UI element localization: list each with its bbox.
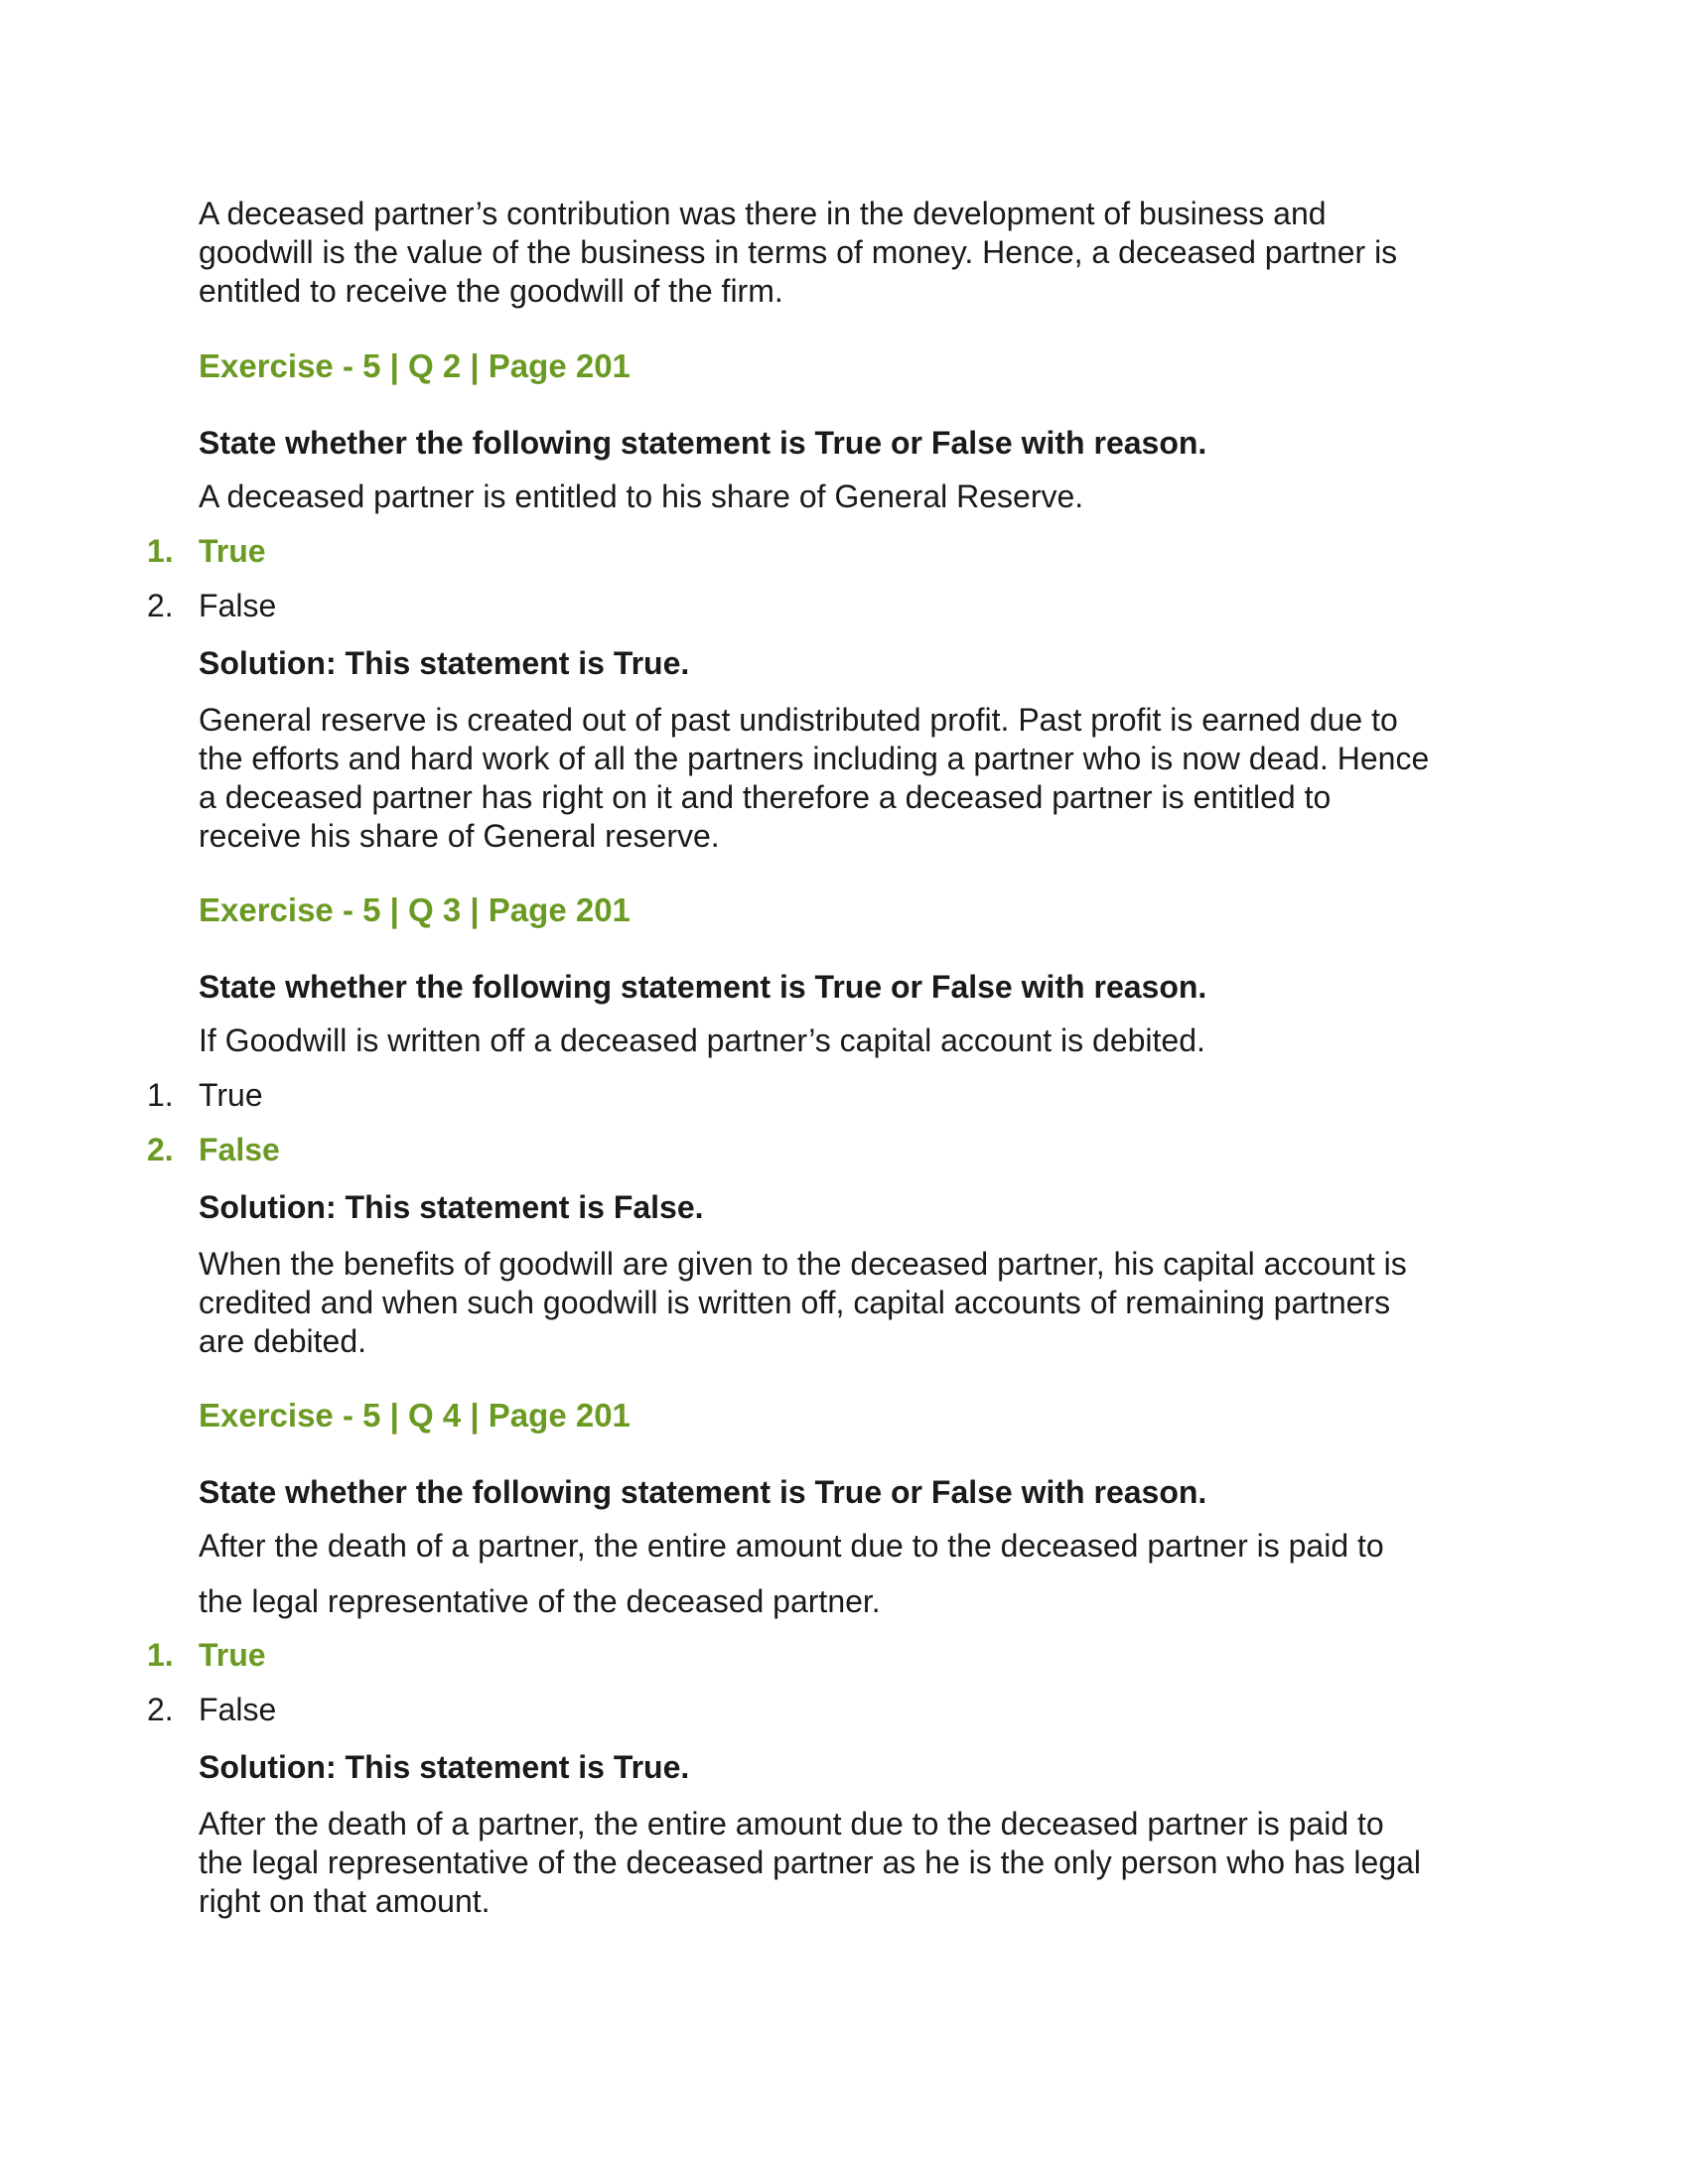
document-content <box>147 195 1489 1921</box>
solution-title: Solution: This statement is True. <box>199 1749 690 1785</box>
question-title: State whether the following statement is True or False with reason. <box>199 425 1207 461</box>
option-true <box>147 1075 1489 1115</box>
exercise-heading: Exercise - 5 | Q 4 | Page 201 <box>199 1397 631 1433</box>
options-list <box>147 531 1489 625</box>
solution-text: General reserve is created out of past undistributed profit. Past profit is earned due to the efforts and hard work of all the partners including a partner who is now dead. Hence a deceased partner has right on it and therefore a deceased partner is entitled to receive his share of General reserve. <box>199 702 1430 854</box>
option-false <box>147 1130 1489 1169</box>
exercise-heading: Exercise - 5 | Q 2 | Page 201 <box>199 347 631 384</box>
options-list <box>147 1635 1489 1729</box>
question-title: State whether the following statement is True or False with reason. <box>199 969 1207 1005</box>
solution-text: After the death of a partner, the entire amount due to the deceased partner is paid to the legal representative of the deceased partner as he is the only person who has legal right on that amount. <box>199 1806 1422 1919</box>
question-statement: A deceased partner is entitled to his share of General Reserve. <box>199 478 1084 514</box>
option-number: 2. <box>147 588 174 623</box>
question-statement: If Goodwill is written off a deceased partner’s capital account is debited. <box>199 1023 1205 1058</box>
option-number: 2. <box>147 1692 174 1727</box>
option-label: False <box>199 1692 277 1727</box>
option-number: 1. <box>147 533 174 569</box>
option-number: 2. <box>147 1132 174 1167</box>
solution-title: Solution: This statement is False. <box>199 1189 704 1225</box>
option-label: True <box>199 1077 263 1113</box>
exercise-q3 <box>147 890 1489 1361</box>
option-number: 1. <box>147 1077 174 1113</box>
question-title: State whether the following statement is True or False with reason. <box>199 1474 1207 1510</box>
option-true <box>147 1635 1489 1675</box>
option-false <box>147 1690 1489 1729</box>
intro-paragraph: A deceased partner’s contribution was there in the development of business and goodwill is the value of the business in terms of money. Hence, a deceased partner is entitled to receive the goodwill of the firm. <box>199 196 1398 309</box>
option-number: 1. <box>147 1637 174 1673</box>
options-list <box>147 1075 1489 1169</box>
option-label: False <box>199 588 277 623</box>
exercise-heading: Exercise - 5 | Q 3 | Page 201 <box>199 891 631 928</box>
option-label: True <box>199 533 266 569</box>
exercise-q4 <box>147 1396 1489 1921</box>
option-false <box>147 586 1489 625</box>
option-label: True <box>199 1637 266 1673</box>
question-statement: After the death of a partner, the entire amount due to the deceased partner is paid to the legal representative of the deceased partner. <box>199 1528 1384 1619</box>
option-label: False <box>199 1132 280 1167</box>
exercise-q2 <box>147 346 1489 856</box>
option-true <box>147 531 1489 571</box>
solution-title: Solution: This statement is True. <box>199 645 690 681</box>
solution-text: When the benefits of goodwill are given to the deceased partner, his capital account is credited and when such goodwill is written off, capital accounts of remaining partners are debited. <box>199 1246 1407 1359</box>
